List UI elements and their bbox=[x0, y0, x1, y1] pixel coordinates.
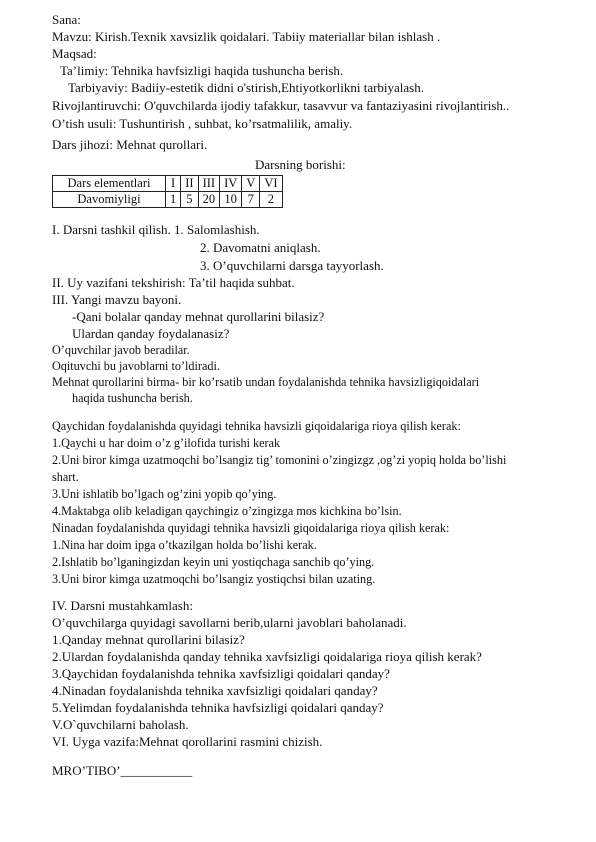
section-new-topic: III. Yangi mavzu bayoni. bbox=[52, 292, 182, 307]
scissors-rules-heading: Qaychidan foydalanishda quyidagi tehnika havsizli giqoidalariga rioya qilish kerak: bbox=[52, 419, 461, 433]
table-cell: 1 bbox=[166, 192, 181, 208]
table-cell: I bbox=[166, 176, 181, 192]
section-reinforcement: IV. Darsni mustahkamlash: bbox=[52, 598, 193, 613]
signature-line: MRO’TIBO’___________ bbox=[52, 763, 193, 778]
table-cell: Davomiyligi bbox=[53, 192, 166, 208]
table-cell: 2 bbox=[260, 192, 282, 208]
section-homework-check: II. Uy vazifani tekshirish: Ta’til haqida suhbat. bbox=[52, 275, 295, 290]
body-line: O’quvchilar javob beradilar. bbox=[52, 343, 190, 357]
organize-step-3: 3. O’quvchilarni darsga tayyorlash. bbox=[200, 258, 384, 273]
review-question: 5.Yelimdan foydalanishda tehnika havfsizligi qoidalari qanday? bbox=[52, 700, 384, 715]
goal-heading: Maqsad: bbox=[52, 46, 97, 61]
table-cell: V bbox=[242, 176, 260, 192]
body-line: Mehnat qurollarini birma- bir ko’rsatib undan foydalanishda tehnika havsizligiqoidalari bbox=[52, 375, 480, 389]
table-cell: VI bbox=[260, 176, 282, 192]
upbringing-goal: Tarbiyaviy: Badiiy-estetik didni o'stirish,Ehtiyotkorlikni tarbiyalash. bbox=[68, 80, 424, 95]
educational-goal: Ta’limiy: Tehnika havfsizligi haqida tushuncha berish. bbox=[60, 63, 344, 78]
table-cell: IV bbox=[220, 176, 242, 192]
rule-item: 4.Maktabga olib keladigan qaychingiz o’zingizga mos kichkina bo’lsin. bbox=[52, 504, 402, 518]
lesson-timing-table bbox=[52, 175, 283, 208]
review-question: 1.Qanday mehnat qurollarini bilasiz? bbox=[52, 632, 245, 647]
table-cell: 10 bbox=[220, 192, 242, 208]
needle-rules-heading: Ninadan foydalanishda quyidagi tehnika havsizli giqoidalariga rioya qilish kerak: bbox=[52, 521, 450, 535]
rule-item: 3.Uni ishlatib bo’lgach og’zini yopib qo’ying. bbox=[52, 487, 277, 501]
lesson-equipment: Dars jihozi: Mehnat qurollari. bbox=[52, 137, 208, 152]
table-row bbox=[53, 176, 283, 192]
section-organize: I. Darsni tashkil qilish. 1. Salomlashish. bbox=[52, 222, 260, 237]
organize-step-2: 2. Davomatni aniqlash. bbox=[200, 240, 321, 255]
rule-item: 1.Qaychi u har doim o’z g’ilofida turishi kerak bbox=[52, 436, 281, 450]
table-cell: 7 bbox=[242, 192, 260, 208]
date-line: Sana: bbox=[52, 12, 81, 27]
body-line: O’quvchilarga quyidagi savollarni berib,ularni javoblari baholanadi. bbox=[52, 615, 407, 630]
question-line: -Qani bolalar qanday mehnat qurollarini bilasiz? bbox=[72, 309, 325, 324]
section-grading: V.O`quvchilarni baholash. bbox=[52, 717, 189, 732]
section-homework: VI. Uyga vazifa:Mehnat qorollarini rasmini chizish. bbox=[52, 734, 323, 749]
table-cell: III bbox=[198, 176, 220, 192]
table-row bbox=[53, 192, 283, 208]
topic-line: Mavzu: Kirish.Texnik xavsizlik qoidalari. Tabiiy materiallar bilan ishlash . bbox=[52, 29, 441, 44]
rule-item: 2.Ishlatib bo’lganingizdan keyin uni yostiqchaga sanchib qo’ying. bbox=[52, 555, 375, 569]
rule-item: 3.Uni biror kimga uzatmoqchi bo’lsangiz yostiqchsi bilan uzating. bbox=[52, 572, 376, 586]
question-line: Ulardan qanday foydalanasiz? bbox=[72, 326, 230, 341]
review-question: 2.Ulardan foydalanishda qanday tehnika xavfsizligi qoidalariga rioya qilish kerak? bbox=[52, 649, 482, 664]
body-line: Oqituvchi bu javoblarni to’ldiradi. bbox=[52, 359, 220, 373]
table-cell: 20 bbox=[198, 192, 220, 208]
review-question: 3.Qaychidan foydalanishda tehnika xavfsizligi qoidalari qanday? bbox=[52, 666, 390, 681]
developmental-goal: Rivojlantiruvchi: O'quvchilarda ijodiy tafakkur, tasavvur va fantaziyasini rivojlantirish.. bbox=[52, 98, 510, 113]
table-cell: II bbox=[181, 176, 198, 192]
table-cell: Dars elementlari bbox=[53, 176, 166, 192]
review-question: 4.Ninadan foydalanishda tehnika xavfsizligi qoidalari qanday? bbox=[52, 683, 378, 698]
lesson-progress-heading: Darsning borishi: bbox=[255, 157, 346, 172]
rule-item: 1.Nina har doim ipga o’tkazilgan holda bo’lishi kerak. bbox=[52, 538, 317, 552]
teaching-method: O’tish usuli: Tushuntirish , suhbat, ko’rsatmalilik, amaliy. bbox=[52, 116, 353, 131]
body-line: haqida tushuncha berish. bbox=[72, 391, 193, 405]
rule-item: shart. bbox=[52, 470, 79, 484]
rule-item: 2.Uni biror kimga uzatmoqchi bo’lsangiz tig’ tomonini o’zingizgz ,og’zi yopiq holda bo’lishi bbox=[52, 453, 507, 467]
table-cell: 5 bbox=[181, 192, 198, 208]
